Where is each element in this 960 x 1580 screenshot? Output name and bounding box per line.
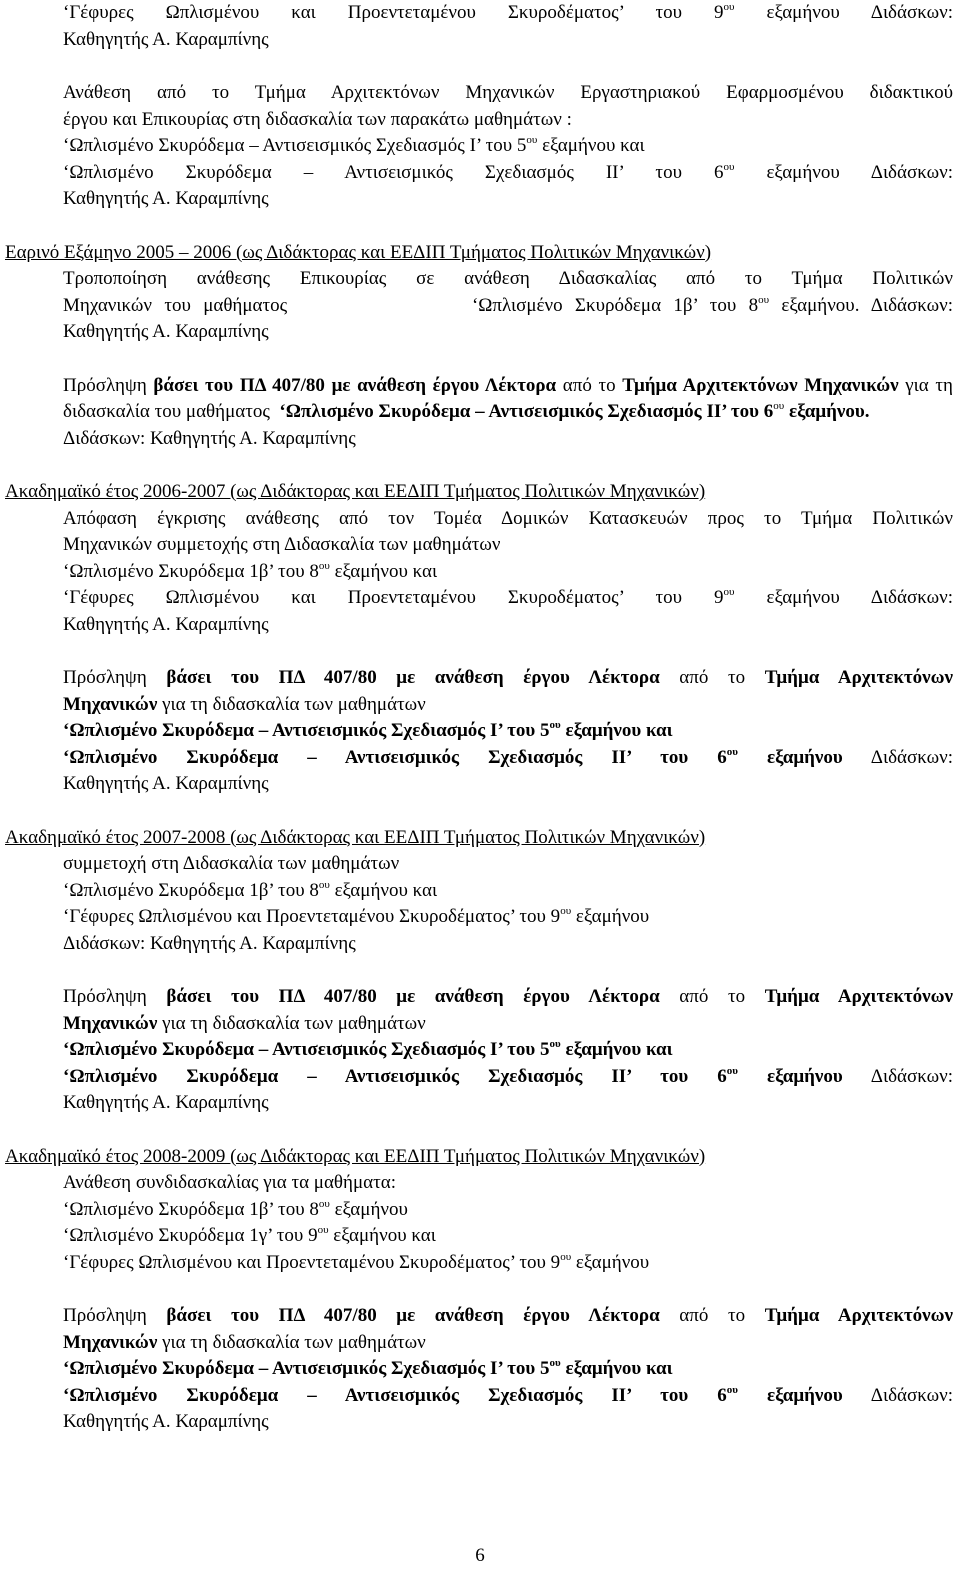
section-heading: Ακαδημαϊκό έτος 2008-2009 (ως Διδάκτορας και ΕΕΔΙΠ Τμήματος Πολιτικών Μηχανικών) (5, 1145, 706, 1167)
course-text: ‘Ωπλισμένο Σκυρόδεμα 1β’ του 8 (471, 294, 759, 316)
course-line (5, 559, 953, 586)
department-name: Τμήμα Αρχιτεκτόνων (622, 374, 798, 396)
appointment-line (5, 1303, 953, 1330)
course-title: ‘Ωπλισμένο Σκυρόδεμα – Αντισεισμικός Σχεδιασμός ΙΙ’ του 6 (63, 746, 727, 768)
course-title: ‘Ωπλισμένο Σκυρόδεμα – Αντισεισμικός (279, 401, 603, 422)
course-title-end: εξαμήνου και (560, 1039, 673, 1060)
appointment-text: για τη διδασκαλία των μαθημάτων (157, 1012, 426, 1034)
ordinal-suffix: ου (526, 134, 538, 146)
appointment-line (5, 984, 953, 1011)
course-text-end: εξαμήνου και (329, 560, 438, 582)
appointment-text: για τη διδασκαλία του μαθήματος (63, 374, 953, 422)
department-name: Μηχανικών (63, 1331, 158, 1353)
course-line (5, 1223, 953, 1250)
course-line (5, 0, 953, 27)
appointment-text: Πρόσληψη (63, 1305, 167, 1326)
course-text: ‘Ωπλισμένο Σκυρόδεμα 1β’ του 8 (63, 560, 319, 582)
course-line (5, 904, 953, 931)
appointment-paragraph (5, 373, 953, 426)
course-line (5, 1197, 953, 1224)
ordinal-suffix: ου (317, 1224, 329, 1236)
spacer (5, 452, 953, 479)
course-line (5, 718, 953, 745)
course-text-end: εξαμήνου. Διδάσκων: (769, 294, 954, 316)
course-line (5, 1037, 953, 1064)
course-text-end: εξαμήνου Διδάσκων: (734, 2, 953, 23)
course-title-end: εξαμήνου και (560, 1358, 673, 1379)
assignment-line: Ανάθεση συνδιδασκαλίας για τα μαθήματα: (63, 1172, 396, 1193)
course-text-end: εξαμήνου και (537, 135, 645, 156)
course-text: ‘Ωπλισμένο Σκυρόδεμα 1γ’ του 9 (63, 1225, 318, 1246)
course-title: ‘Ωπλισμένο Σκυρόδεμα – Αντισεισμικός Σχεδιασμός ΙΙ’ του 6 (63, 1384, 727, 1406)
instructor-line: Καθηγητής Α. Καραμπίνης (63, 28, 269, 50)
appointment-text: Πρόσληψη (63, 986, 167, 1007)
appointment-basis: βάσει του ΠΔ 407/80 με ανάθεση έργου Λέκτορα (166, 667, 660, 688)
course-line (5, 1250, 953, 1277)
course-text: ‘Ωπλισμένο Σκυρόδεμα – Αντισεισμικός Σχεδιασμός ΙΙ’ του 6 (63, 161, 724, 183)
department-name: Τμήμα Αρχιτεκτόνων (764, 1305, 953, 1326)
instructor-label: Διδάσκων: (842, 1384, 953, 1406)
ordinal-suffix: ου (318, 559, 330, 572)
instructor-line: Διδάσκων: Καθηγητής Α. Καραμπίνης (63, 427, 356, 449)
course-text-end: εξαμήνου (571, 906, 650, 927)
instructor-line: Καθηγητής Α. Καραμπίνης (63, 321, 269, 342)
appointment-basis: βάσει του ΠΔ 407/80 με ανάθεση έργου Λέκτορα (166, 986, 660, 1007)
department-name: Μηχανικών (63, 693, 158, 715)
course-text: ‘Ωπλισμένο Σκυρόδεμα 1β’ του 8 (63, 879, 319, 901)
course-line (5, 1356, 953, 1383)
appointment-text: από το (659, 1305, 765, 1326)
course-intro: Μηχανικών του μαθήματος (63, 294, 288, 316)
instructor-line: Καθηγητής Α. Καραμπίνης (63, 773, 269, 794)
course-title: ‘Ωπλισμένο Σκυρόδεμα – Αντισεισμικός Σχεδιασμός Ι’ του 5 (63, 1358, 550, 1379)
appointment-basis: βάσει του ΠΔ 407/80 με ανάθεση έργου Λέκτορα (166, 1305, 660, 1326)
assignment-line: Τροποποίηση ανάθεσης Επικουρίας σε ανάθεση Διδασκαλίας από το Τμήμα Πολιτικών (63, 268, 953, 289)
instructor-line: Καθηγητής Α. Καραμπίνης (63, 1092, 269, 1113)
assignment-line: έργου και Επικουρίας στη διδασκαλία των παρακάτω μαθημάτων : (63, 108, 572, 130)
course-text-end: εξαμήνου (329, 1198, 408, 1220)
course-line (5, 293, 953, 320)
assignment-line: Μηχανικών συμμετοχής στη Διδασκαλία των μαθημάτων (63, 534, 501, 555)
department-name: Τμήμα Αρχιτεκτόνων (764, 986, 953, 1007)
spacer (5, 213, 953, 240)
appointment-line (5, 1330, 953, 1357)
section-heading: Ακαδημαϊκό έτος 2006-2007 (ως Διδάκτορας και ΕΕΔΙΠ Τμήματος Πολιτικών Μηχανικών) (5, 481, 706, 502)
department-name: Μηχανικών (804, 374, 899, 396)
ordinal-suffix: ου (560, 905, 572, 917)
assignment-line: Απόφαση έγκρισης ανάθεσης από τον Τομέα Δομικών Κατασκευών προς το Τμήμα Πολιτικών (63, 507, 953, 529)
course-line (5, 585, 953, 612)
course-text: ‘Γέφυρες Ωπλισμένου και Προεντεταμένου Σκυροδέματος’ του 9 (63, 1251, 561, 1273)
course-text: ‘Ωπλισμένο Σκυρόδεμα 1β’ του 8 (63, 1198, 319, 1220)
ordinal-suffix: ου (549, 1357, 561, 1369)
ordinal-suffix: ου (723, 1, 735, 13)
instructor-line: Καθηγητής Α. Καραμπίνης (63, 188, 269, 209)
appointment-text: από το (659, 986, 765, 1007)
course-title-end: εξαμήνου (737, 746, 843, 768)
section-heading: Ακαδημαϊκό έτος 2007-2008 (ως Διδάκτορας και ΕΕΔΙΠ Τμήματος Πολιτικών Μηχανικών) (5, 826, 706, 848)
appointment-text: Πρόσληψη (63, 374, 154, 396)
course-text-end: εξαμήνου Διδάσκων: (734, 161, 953, 183)
course-title: Σχεδιασμός ΙΙ’ του 6 (607, 401, 774, 422)
course-title: ‘Ωπλισμένο Σκυρόδεμα – Αντισεισμικός Σχεδιασμός Ι’ του 5 (63, 720, 550, 741)
page-number: 6 (475, 1545, 485, 1566)
course-line (5, 878, 953, 905)
ordinal-suffix: ου (549, 719, 561, 731)
course-line (5, 745, 953, 772)
ordinal-suffix: ου (318, 878, 330, 891)
course-text: ‘Γέφυρες Ωπλισμένου και Προεντεταμένου Σκυροδέματος’ του 9 (63, 2, 724, 23)
appointment-text: Πρόσληψη (63, 667, 167, 688)
department-name: Μηχανικών (63, 1012, 158, 1034)
spacer (5, 638, 953, 665)
course-text: ‘Γέφυρες Ωπλισμένου και Προεντεταμένου Σκυροδέματος’ του 9 (63, 587, 724, 608)
course-title: ‘Ωπλισμένο Σκυρόδεμα – Αντισεισμικός Σχεδιασμός ΙΙ’ του 6 (63, 1065, 727, 1087)
ordinal-suffix: ου (773, 400, 785, 412)
instructor-line: Καθηγητής Α. Καραμπίνης (63, 613, 269, 635)
course-text-end: εξαμήνου και (328, 1225, 436, 1246)
ordinal-suffix: ου (758, 293, 770, 306)
course-text: ‘Γέφυρες Ωπλισμένου και Προεντεταμένου Σκυροδέματος’ του 9 (63, 906, 561, 927)
course-line (5, 1064, 953, 1091)
course-title-end: εξαμήνου και (560, 720, 673, 741)
course-line (5, 1383, 953, 1410)
course-line (5, 160, 953, 187)
spacer (5, 798, 953, 825)
ordinal-suffix: ου (723, 160, 735, 173)
ordinal-suffix: ου (726, 745, 738, 758)
course-text: ‘Ωπλισμένο Σκυρόδεμα – Αντισεισμικός Σχεδιασμός Ι’ του 5 (63, 135, 527, 156)
course-text-end: εξαμήνου Διδάσκων: (734, 587, 953, 608)
appointment-text: για τη διδασκαλία των μαθημάτων (157, 1331, 426, 1353)
ordinal-suffix: ου (549, 1038, 561, 1050)
appointment-basis: βάσει του ΠΔ 407/80 με ανάθεση έργου Λέκτορα (153, 374, 557, 396)
course-text-end: εξαμήνου και (329, 879, 438, 901)
course-line (5, 133, 953, 160)
spacer (5, 957, 953, 984)
instructor-label: Διδάσκων: (842, 1065, 953, 1087)
assignment-line: συμμετοχή στη Διδασκαλία των μαθημάτων (63, 853, 400, 874)
ordinal-suffix: ου (726, 1383, 738, 1396)
ordinal-suffix: ου (318, 1197, 330, 1210)
ordinal-suffix: ου (560, 1250, 572, 1263)
appointment-line (5, 665, 953, 692)
course-title: ‘Ωπλισμένο Σκυρόδεμα – Αντισεισμικός Σχεδιασμός Ι’ του 5 (63, 1039, 550, 1060)
ordinal-suffix: ου (726, 1064, 738, 1077)
section-heading: Εαρινό Εξάμηνο 2005 – 2006 (ως Διδάκτορας και ΕΕΔΙΠ Τμήματος Πολιτικών Μηχανικών) (5, 241, 712, 263)
document-content (5, 0, 953, 1436)
course-title-end: εξαμήνου (737, 1065, 843, 1087)
instructor-line: Καθηγητής Α. Καραμπίνης (63, 1411, 269, 1432)
ordinal-suffix: ου (723, 586, 735, 598)
appointment-text: για τη διδασκαλία των μαθημάτων (157, 693, 426, 715)
spacer (5, 1117, 953, 1144)
assignment-line: Ανάθεση από το Τμήμα Αρχιτεκτόνων Μηχανικών Εργαστηριακού Εφαρμοσμένου διδακτικού (63, 82, 953, 103)
instructor-line: Διδάσκων: Καθηγητής Α. Καραμπίνης (63, 932, 356, 954)
appointment-text: από το (659, 667, 765, 688)
appointment-line (5, 692, 953, 719)
spacer (5, 346, 953, 373)
spacer (5, 53, 953, 80)
course-title-end: εξαμήνου (737, 1384, 843, 1406)
department-name: Τμήμα Αρχιτεκτόνων (764, 667, 953, 688)
appointment-line (5, 1011, 953, 1038)
instructor-label: Διδάσκων: (842, 746, 953, 768)
course-text-end: εξαμήνου (571, 1251, 650, 1273)
spacer (5, 1276, 953, 1303)
course-title-end: εξαμήνου. (784, 401, 870, 422)
appointment-text: από το (556, 374, 623, 396)
